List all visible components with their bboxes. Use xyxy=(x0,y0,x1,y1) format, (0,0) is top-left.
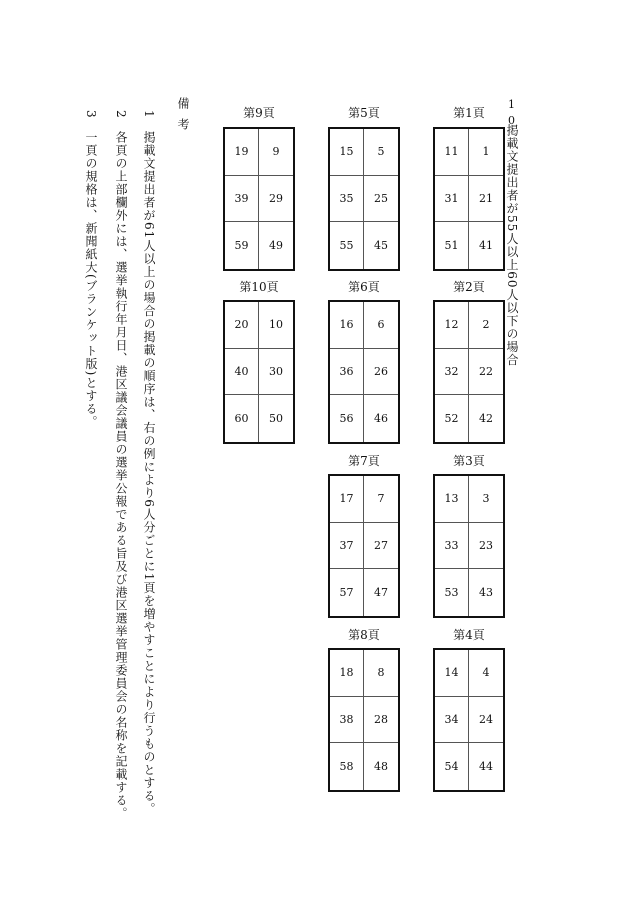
page-1-cell: 11 xyxy=(435,129,469,176)
page-9-cell: 59 xyxy=(225,222,259,269)
page-9-cell: 39 xyxy=(225,176,259,223)
page-10-cell: 30 xyxy=(259,349,293,396)
page-4-cell: 54 xyxy=(435,743,469,790)
page-2-cell: 22 xyxy=(469,349,503,396)
title-text: 掲載文提出者が55人以上60人以下の場合 xyxy=(505,124,519,367)
page-1-cell: 21 xyxy=(469,176,503,223)
page-6-cell: 36 xyxy=(330,349,364,396)
page-8-grid xyxy=(328,648,400,792)
page-9-label: 第9頁 xyxy=(243,106,275,120)
page-1-cell: 51 xyxy=(435,222,469,269)
page-7-grid xyxy=(328,474,400,618)
remark-3-text: 一頁の規格は、新聞紙大(ブランケット版)とする。 xyxy=(84,131,98,429)
page-3-cell: 13 xyxy=(435,476,469,523)
page-2-cell: 52 xyxy=(435,395,469,442)
page-3-cell: 23 xyxy=(469,523,503,570)
remark-3-number: 3 xyxy=(84,110,98,119)
page-3-cell: 53 xyxy=(435,569,469,616)
page-5-cell: 55 xyxy=(330,222,364,269)
page-9-cell: 29 xyxy=(259,176,293,223)
page-5-cell: 15 xyxy=(330,129,364,176)
page-6-cell: 6 xyxy=(364,302,398,349)
page-5-cell: 45 xyxy=(374,239,388,253)
remark-1-text: 掲載文提出者が61人以上の場合の掲載の順序は、右の例により6人分ごとに1頁を増やすことにより行うものとする。 xyxy=(142,131,156,816)
page-10-cell: 40 xyxy=(225,349,259,396)
page-10-grid xyxy=(223,300,295,444)
page-1-grid xyxy=(433,127,505,271)
remark-1-number: 1 xyxy=(142,110,156,119)
page-8-label: 第8頁 xyxy=(348,628,380,642)
page-6-cell: 16 xyxy=(330,302,364,349)
page-6-cell: 46 xyxy=(374,412,388,426)
page-7-cell: 7 xyxy=(364,476,398,523)
page-4-cell: 34 xyxy=(435,697,469,744)
page-5-cell: 35 xyxy=(330,176,364,223)
page-8-cell: 38 xyxy=(330,697,364,744)
page-7-cell: 27 xyxy=(364,523,398,570)
page-6-label: 第6頁 xyxy=(348,280,380,294)
page-5-label: 第5頁 xyxy=(348,106,380,120)
page-6-grid xyxy=(328,300,400,444)
page-3-cell: 43 xyxy=(479,586,493,600)
title-number: 10 xyxy=(505,98,518,130)
page-4-label: 第4頁 xyxy=(453,628,485,642)
page-9-cell: 9 xyxy=(259,129,293,176)
remark-2-text: 各頁の上部欄外には、選挙執行年月日、港区議会議員の選挙公報である旨及び港区選挙管理委員会の名称を記載する。 xyxy=(114,131,128,820)
page-9-cell: 49 xyxy=(269,239,283,253)
page-4-grid xyxy=(433,648,505,792)
page-2-cell: 32 xyxy=(435,349,469,396)
page-2-cell: 12 xyxy=(435,302,469,349)
page-10-cell: 60 xyxy=(225,395,259,442)
page-7-cell: 37 xyxy=(330,523,364,570)
page-3-label: 第3頁 xyxy=(453,454,485,468)
page-6-cell: 26 xyxy=(364,349,398,396)
page-1-cell: 31 xyxy=(435,176,469,223)
page-7-cell: 17 xyxy=(330,476,364,523)
page-7-cell: 47 xyxy=(374,586,388,600)
page-1-label: 第1頁 xyxy=(453,106,485,120)
page-8-cell: 58 xyxy=(330,743,364,790)
page-8-cell: 18 xyxy=(330,650,364,697)
page-3-cell: 33 xyxy=(435,523,469,570)
remarks-heading-1: 備 xyxy=(176,97,190,110)
page-10-cell: 20 xyxy=(225,302,259,349)
page-2-cell: 2 xyxy=(469,302,503,349)
page-9-grid xyxy=(223,127,295,271)
page-10-label: 第10頁 xyxy=(239,280,279,294)
page-4-cell: 14 xyxy=(435,650,469,697)
page-10-cell: 50 xyxy=(269,412,283,426)
remarks-heading-2: 考 xyxy=(176,118,190,131)
page-5-cell: 5 xyxy=(364,129,398,176)
page-10-cell: 10 xyxy=(259,302,293,349)
page-4-cell: 4 xyxy=(469,650,503,697)
page-3-cell: 3 xyxy=(469,476,503,523)
page-1-cell: 41 xyxy=(479,239,493,253)
page-3-grid xyxy=(433,474,505,618)
page-7-label: 第7頁 xyxy=(348,454,380,468)
page-2-cell: 42 xyxy=(479,412,493,426)
remark-2-number: 2 xyxy=(114,110,128,119)
page-9-cell: 19 xyxy=(225,129,259,176)
page-5-cell: 25 xyxy=(364,176,398,223)
page-1-cell: 1 xyxy=(469,129,503,176)
page-6-cell: 56 xyxy=(330,395,364,442)
page-2-grid xyxy=(433,300,505,444)
page-5-grid xyxy=(328,127,400,271)
page-8-cell: 28 xyxy=(364,697,398,744)
page-2-label: 第2頁 xyxy=(453,280,485,294)
page-8-cell: 8 xyxy=(364,650,398,697)
page-4-cell: 44 xyxy=(479,760,493,774)
page-4-cell: 24 xyxy=(469,697,503,744)
page-8-cell: 48 xyxy=(374,760,388,774)
page-7-cell: 57 xyxy=(330,569,364,616)
